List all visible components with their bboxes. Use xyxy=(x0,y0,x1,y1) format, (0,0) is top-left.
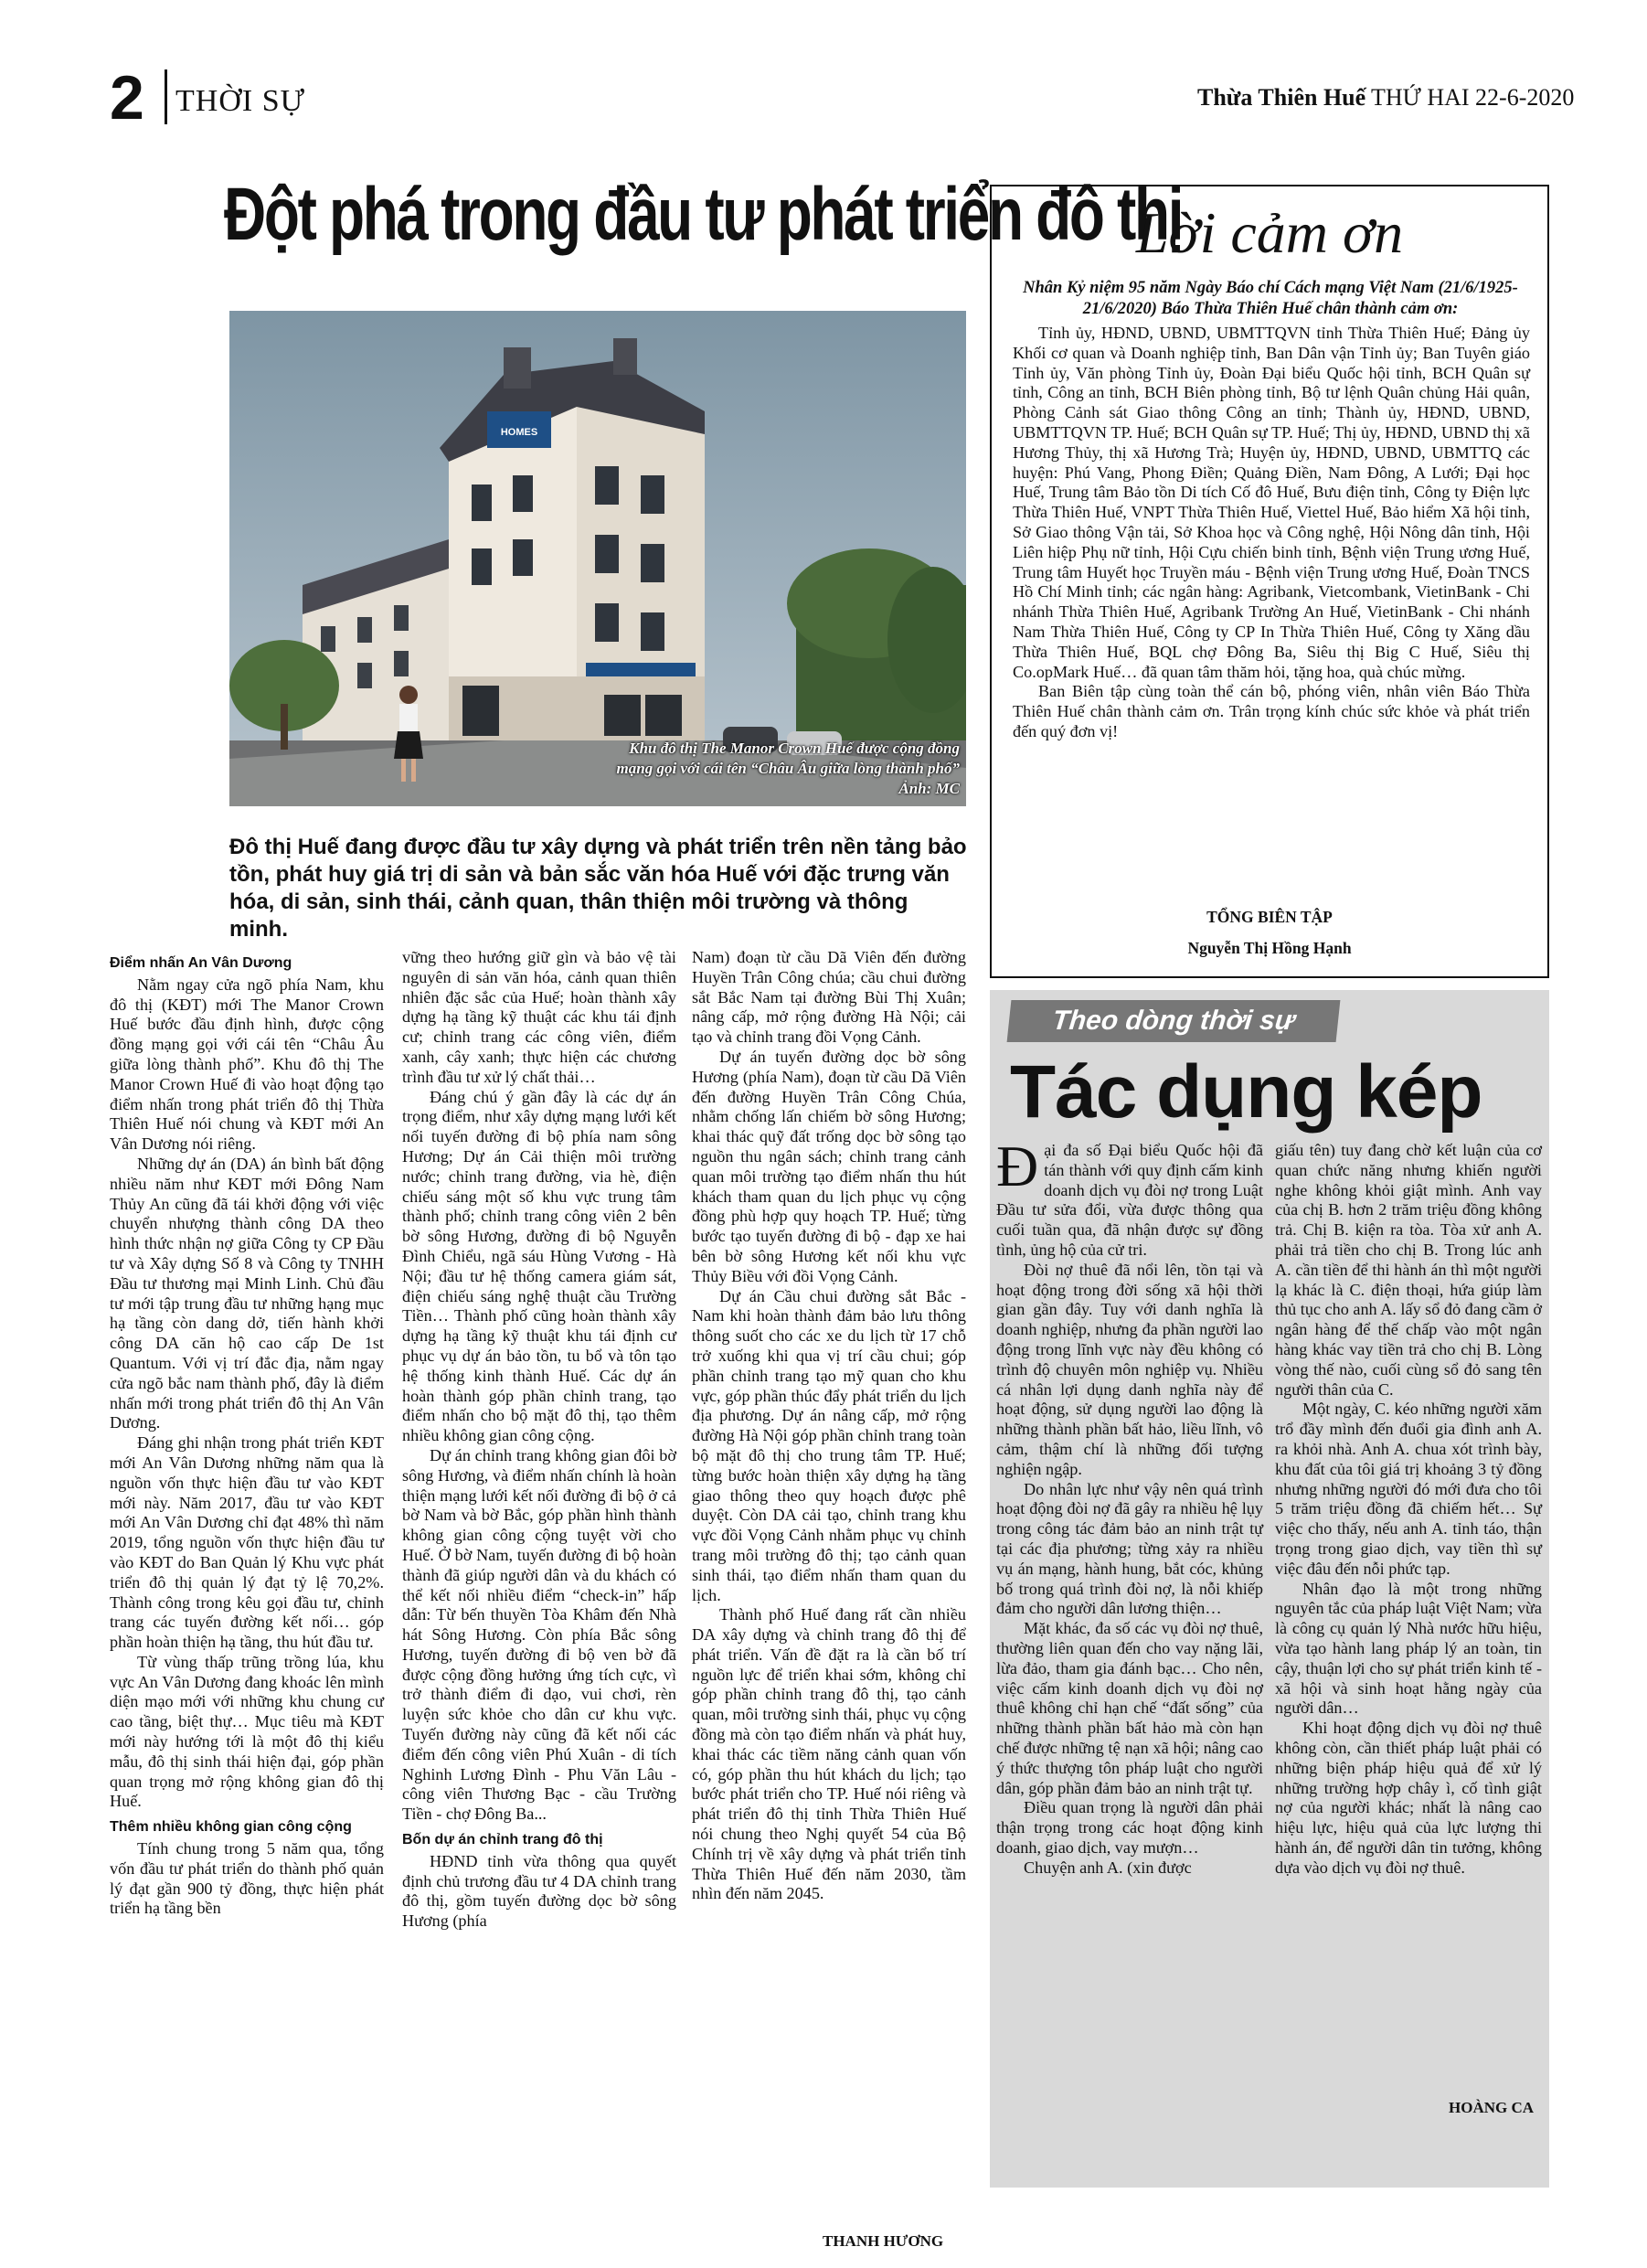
paragraph: Khi hoạt động dịch vụ đòi nợ thuê không còn, cần thiết pháp luật phải có những biện pháp hiệu quả để xử lý những trường hợp chây ì, cố tình giật nợ của người khác; nhất là nâng cao hiệu lực, hiệu quả của lực lượng thi hành án, để người dân tin tưởng, không dựa vào dịch vụ đòi nợ thuê. xyxy=(1275,1719,1542,1877)
paragraph: Nhân đạo là một trong những nguyên tắc của pháp luật Việt Nam; vừa là công cụ quản lý Nhà nước hữu hiệu, vừa tạo hành lang pháp lý an toàn, tin cậy, thuận lợi cho sự phát triển kinh tế - xã hội và sinh hoạt hằng ngày của người dân… xyxy=(1275,1579,1542,1718)
column-title: Tác dụng kép xyxy=(1010,1050,1482,1134)
caption-line-2: mạng gọi với cái tên “Châu Âu giữa lòng thành phố” xyxy=(616,760,960,777)
paragraph: Một ngày, C. kéo những người xăm trổ đầy mình đến đuổi gia đình anh A. ra khỏi nhà. Anh A. chua xót trình bày, khu đất của tôi giá trị khoảng 3 tỷ đồng nhưng những người đó mới đưa cho tôi 5 trăm triệu đồng đã chiếm hết… Sự việc cho thấy, nếu anh A. tỉnh táo, thận trọng trong giao dịch, vay tiền thì sự việc đâu đến nỗi phức tạp. xyxy=(1275,1400,1542,1578)
header-divider xyxy=(165,69,167,124)
opinion-column-right xyxy=(1275,1141,1542,1878)
subheading: Thêm nhiều không gian công cộng xyxy=(110,1819,352,1836)
paragraph: Đòi nợ thuê đã nổi lên, tồn tại và hoạt động trong đời sống xã hội thời gian gần đây. Tuy với danh nghĩa là doanh nghiệp, nhưng đa phần người lao động trong lĩnh vực này đều không có trình độ chuyên môn nghiệp vụ. Nhiều cá nhân lợi dụng danh nghĩa này để hoạt động, sử dụng người lao động là những thành phần bất hảo, liều lĩnh, vô cảm, thậm chí là những đối tượng nghiện ngập. xyxy=(996,1260,1263,1478)
paragraph: Chuyện anh A. (xin được xyxy=(1024,1858,1192,1877)
article-headline: Đột phá trong đầu tư phát triển đô thị xyxy=(224,173,1183,256)
paragraph: giấu tên) tuy đang chờ kết luận của cơ quan chức năng nhưng khiến người nghe không khỏi giật mình. Anh vay của chị B. hơn 2 trăm triệu đồng không trả. Chị B. kiện ra tòa. Tòa xử anh A. phải trả tiền cho chị B. Trong lúc anh A. cần tiền để thi hành án thì một người lạ khác là C. điện thoại, hứa giúp làm thủ tục cho anh A. lấy sổ đỏ đang cầm ở ngân hàng để thế chấp vào một ngân hàng khác vay tiền trả cho chị B. Lòng vòng thế nào, cuối cùng sổ đỏ sang tên người thân của C. xyxy=(1275,1141,1542,1399)
paragraph: Những dự án (DA) án bình bất động nhiều năm như KĐT mới Đông Nam Thủy An cũng đã tái khởi động với việc chuyển nhượng thành công DA theo hình thức nhận nợ giữa Công ty CP Đầu tư và Xây dựng Số 8 và Công ty TNHH Đầu tư thương mại Minh Linh. Chủ đầu tư mới tập trung đầu tư những hạng mục hạ tầng còn dang dở, tiến hành khởi công DA căn hộ cao cấp De 1st Quantum. Với vị trí đắc địa, nằm ngay cửa ngõ bắc nam thành phố, đây là điểm nhấn mới trong phát triển đô thị An Vân Dương. xyxy=(110,1154,384,1432)
paragraph: Điều quan trọng là người dân phải thận trọng trong các hoạt động kinh doanh, giao dịch, vay mượn… xyxy=(996,1798,1263,1857)
paragraph: Dự án Cầu chui đường sắt Bắc - Nam khi hoàn thành đảm bảo lưu thông thông suốt cho các xe du lịch từ 17 chỗ trở xuống khi qua vị trí cầu chui; góp phần chỉnh trang tạo mỹ quan cho khu vực, góp phần thúc đẩy phát triển du lịch địa phương. Dự án nâng cấp, mở rộng đường Hà Nội góp phần chỉnh trang toàn bộ mặt đô thị cho trung tâm TP. Huế; từng bước hoàn thiện xây dựng hạ tầng giao thông theo quy hoạch được phê duyệt. Còn DA cải tạo, chỉnh trang khu vực đồi Vọng Cảnh nhằm phục vụ chỉnh trang môi trường đô thị; tạo cảnh quan sinh thái, tạo điểm nhấn tham quan du lịch. xyxy=(692,1286,966,1604)
paragraph: Tính chung trong 5 năm qua, tổng vốn đầu tư phát triển do thành phố quản lý đạt gần 900 tỷ đồng, thực hiện phát triển hạ tầng bền xyxy=(110,1839,384,1918)
paragraph: Nằm ngay cửa ngõ phía Nam, khu đô thị (KĐT) mới The Manor Crown Huế bước đầu định hình, được cộng đồng mạng gọi với cái tên “Châu Âu giữa lòng thành phố”. Khu đô thị The Manor Crown Huế đi vào hoạt động tạo điểm nhấn trong phát triển đô thị Thừa Thiên Huế nói chung và KĐT mới An Vân Dương nói riêng. xyxy=(110,974,384,1154)
article-photo xyxy=(229,311,966,806)
paragraph: Dự án tuyến đường dọc bờ sông Hương (phía Nam), đoạn từ cầu Dã Viên đến đường Huyền Trân Công Chúa, nhằm chống lấn chiếm bờ sông Hương; khai thác quỹ đất trống dọc bờ sông tạo nguồn thu ngân sách; chỉnh trang cảnh quan môi trường tạo điểm nhấn thu hút khách tham quan du lịch phục vụ cộng đồng phù hợp quy hoạch TP. Huế; từng bước tạo tuyến đường đi bộ - đạp xe hai bên bờ sông Hương kết nối khu vực Thủy Biều với đồi Vọng Cảnh. xyxy=(692,1047,966,1285)
signature-title: TỔNG BIÊN TẬP xyxy=(1206,908,1333,926)
paragraph: Mặt khác, đa số các vụ đòi nợ thuê, thường liên quan đến cho vay nặng lãi, lừa đảo, tham gia đánh bạc… Cho nên, việc cấm kinh doanh dịch vụ đòi nợ thuê không chỉ hạn chế “đất sống” của những thành phần bất hảo mà còn hạn chế được những tệ nạn xã hội; nâng cao ý thức thượng tôn pháp luật cho người dân, góp phần đảm bảo an ninh trật tự. xyxy=(996,1619,1263,1797)
paragraph: Dự án chỉnh trang không gian đôi bờ sông Hương, và điểm nhấn chính là hoàn thiện mạng lưới kết nối đường đi bộ ở cả bờ Nam và bờ Bắc, góp phần hình thành không gian công cộng tuyệt vời cho Huế. Ở bờ Nam, tuyến đường đi bộ hoàn thành đã giúp người dân và du khách có thể kết nối nhiều điểm “check-in” hấp dẫn: Từ bến thuyền Tòa Khâm đến Nhà hát Sông Hương. Còn phía Bắc sông Hương, tuyến đường đi bộ ven bờ đã được cộng đồng hưởng ứng tích cực, vì trở thành điểm đi dạo, vui chơi, rèn luyện sức khỏe cho dân cư khu vực. Tuyến đường này cũng đã kết nối các điểm đến công viên Phú Xuân - di tích Nghinh Lương Đình - Phu Văn Lâu - công viên Thương Bạc - cầu Trường Tiền - chợ Đông Ba... xyxy=(402,1445,676,1824)
opinion-column-left xyxy=(996,1134,1263,1878)
paragraph: Nam) đoạn từ cầu Dã Viên đến đường Huyền Trân Công chúa; cầu chui đường sắt Bắc Nam tại đường Bùi Thị Xuân; nâng cấp, mở rộng đường Hà Nội; cải tạo và chỉnh trang đồi Vọng Cảnh. xyxy=(692,948,966,1047)
thank-you-body xyxy=(1013,324,1530,742)
column-author: HOÀNG CA xyxy=(1449,2099,1535,2116)
article-column-1 xyxy=(110,948,384,1919)
paragraph: Từ vùng thấp trũng trồng lúa, khu vực An Vân Dương đang khoác lên mình diện mạo mới với những khu chung cư cao tầng, biệt thự… Mục tiêu mà KĐT mới này hướng tới là một đô thị kiểu mẫu, đô thị sinh thái hiện đại, góp phần quan trọng mở rộng không gian đô thị Huế. xyxy=(110,1652,384,1811)
paragraph: Do nhân lực như vậy nên quá trình hoạt động đòi nợ đã gây ra nhiều hệ lụy trong công tác đảm bảo an ninh trật tự tại các địa phương; từng xảy ra nhiều vụ án mạng, hành hung, bắt cóc, khủng bố trong quá trình đòi nợ, là nỗi khiếp đảm cho người dân lương thiện… xyxy=(996,1479,1263,1618)
paragraph: Tỉnh ủy, HĐND, UBND, UBMTTQVN tỉnh Thừa Thiên Huế; Đảng ủy Khối cơ quan và Doanh nghiệp tỉnh, Ban Dân vận Tỉnh ủy; Ban Tuyên giáo Tỉnh ủy, Văn phòng Tỉnh ủy, Đoàn Đại biểu Quốc hội tỉnh, BCH Quân sự tỉnh, Công an tỉnh, BCH Biên phòng tỉnh, Bộ tư lệnh Quân chủng Hải quân, Phòng Cảnh sát Giao thông Công an tỉnh; Thành ủy, HĐND, UBND, UBMTTQVN TP. Huế; BCH Quân sự TP. Huế; Thị ủy, HĐND, UBND thị xã Hương Thủy, thị xã Hương Trà; Huyện ủy, HĐND, UBND, UBMTTQ các huyện: Phú Vang, Phong Điền; Quảng Điền, Nam Đông, A Lưới; Đại học Huế, Trung tâm Bảo tồn Di tích Cố đô Huế, Bưu điện tỉnh, Công ty Điện lực Thừa Thiên Huế, VNPT Thừa Thiên Huế, Viettel Huế, Bảo hiểm Xã hội tỉnh, Sở Giao thông Vận tải, Sở Khoa học và Công nghệ, Hội Nông dân tỉnh, Hội Liên hiệp Phụ nữ tỉnh, Hội Cựu chiến binh tỉnh, Bệnh viện Trung ương Huế, Trung tâm Huyết học Truyền máu - Bệnh viện Trung ương Huế, Đoàn TNCS Hồ Chí Minh tỉnh; các ngân hàng: Agribank, Vietcombank, VietinBank - Chi nhánh Thừa Thiên Huế, Agribank Trường An Huế, VietinBank - Chi nhánh Nam Thừa Thiên Huế, Công ty CP In Thừa Thiên Huế, Công ty Xăng dầu Thừa Thiên Huế, BQL chợ Đông Ba, Siêu thị Big C Huế, Siêu thị Co.opMark Huế… đã quan tâm thăm hỏi, tặng hoa, quà chúc mừng. xyxy=(1013,324,1530,681)
article-column-3 xyxy=(692,948,966,1904)
caption-line-1: Khu đô thị The Manor Crown Huế được cộng đồng xyxy=(629,740,960,757)
subheading: Bốn dự án chỉnh trang đô thị xyxy=(402,1832,603,1848)
drop-cap: Đ xyxy=(996,1134,1039,1198)
paragraph: Đáng chú ý gần đây là các dự án trọng điểm, như xây dựng mạng lưới kết nối tuyến đường đi bộ phía nam sông Hương; Dự án Cải thiện môi trường nước; chỉnh trang đường, via hè, điện chiếu sáng một số khu vực trung tâm thành phố; chỉnh trang công viên 2 bên bờ sông Hương, đường đi bộ Nguyễn Đình Chiểu, ngã sáu Hùng Vương - Hà Nội; đầu tư hệ thống camera giám sát, điện chiếu sáng nghệ thuật cầu Trường Tiền… Thành phố cũng hoàn thành xây dựng hạ tầng kỹ thuật khu tái định cư phục vụ dự án bảo tồn, tu bổ và tôn tạo hệ thống kinh thành Huế. Các dự án hoàn thành góp phần chỉnh trang, tạo điểm nhấn cho bộ mặt đô thị, tạo thêm nhiều không gian công cộng. xyxy=(402,1087,676,1445)
paragraph: ại đa số Đại biểu Quốc hội đã tán thành với quy định cấm kinh doanh dịch vụ đòi nợ trong Luật Đầu tư sửa đổi, vừa được thông qua cuối tuần qua, đã nhận được sự đồng tình, ủng hộ của cử tri. xyxy=(996,1141,1263,1259)
thank-you-intro: Nhân Kỷ niệm 95 năm Ngày Báo chí Cách mạng Việt Nam (21/6/1925-21/6/2020) Báo Thừa Thiên Huế chân thành cảm ơn: xyxy=(1023,279,1518,318)
article-author: THANH HƯƠNG xyxy=(823,2232,944,2250)
publication-name: Thừa Thiên Huế xyxy=(1197,84,1366,111)
paragraph: Thành phố Huế đang rất cần nhiều DA xây dựng và chỉnh trang đô thị để phát triển. Vấn đề đặt ra là cần bố trí nguồn lực để triển khai sớm, không chỉ góp phần chỉnh trang đô thị, tạo cảnh quan, môi trường sinh thái, phục vụ cộng đồng mà còn tạo điểm nhấn và phát huy, khai thác các tiềm năng cảnh quan vốn có, góp phần thu hút khách du lịch; tạo bước phát triển cho TP. Huế nói riêng và phát triển đô thị tỉnh Thừa Thiên Huế nói chung theo Nghị quyết 54 của Bộ Chính trị về xây dựng và phát triển tỉnh Thừa Thiên Huế đến năm 2030, tầm nhìn đến năm 2045. xyxy=(692,1605,966,1903)
paragraph: Đáng ghi nhận trong phát triển KĐT mới An Vân Dương những năm qua là nguồn vốn thực hiện đầu tư vào KĐT mới này. Năm 2017, đầu tư vào KĐT mới An Vân Dương chỉ đạt 48% thì năm 2019, tổng nguồn vốn thực hiện đầu tư vào KĐT do Ban Quản lý Khu vực phát triển đô thị quản lý đạt tỷ lệ 70,2%. Thành công trong kêu gọi đầu tư, chỉnh trang các tuyến đường kết nối… góp phần hoàn thiện hạ tầng, thu hút đầu tư. xyxy=(110,1433,384,1652)
article-lead: Đô thị Huế đang được đầu tư xây dựng và phát triển trên nền tảng bảo tồn, phát huy giá trị di sản và bản sắc văn hóa Huế với đặc trưng văn hóa, di sản, sinh thái, cảnh quan, thân thiện môi trường và thông minh. xyxy=(229,835,967,942)
paragraph: vững theo hướng giữ gìn và bảo vệ tài nguyên di sản văn hóa, cảnh quan thiên nhiên đặc sắc của Huế; hoàn thành xây dựng hạ tầng kỹ thuật các khu tái định cư; chỉnh trang các công viên, điểm xanh, cây xanh; thực hiện các chương trình đầu tư xử lý chất thải… xyxy=(402,948,676,1086)
paragraph: HĐND tỉnh vừa thông qua quyết định chủ trương đầu tư 4 DA chỉnh trang đô thị, gồm tuyến đường dọc bờ sông Hương (phía xyxy=(402,1851,676,1931)
building-sign: HOMES xyxy=(500,427,538,438)
thank-you-title: Lời cảm ơn xyxy=(1135,200,1404,265)
paragraph: Ban Biên tập cùng toàn thể cán bộ, phóng viên, nhân viên Báo Thừa Thiên Huế chân thành cảm ơn. Trân trọng kính chúc sức khỏe và phát triển đến quý đơn vị! xyxy=(1013,682,1530,740)
subheading: Điểm nhấn An Vân Dương xyxy=(110,955,292,971)
publication-date: THỨ HAI 22-6-2020 xyxy=(1371,84,1575,111)
column-label: Theo dòng thời sự xyxy=(1007,1000,1341,1042)
thank-you-signature xyxy=(990,901,1549,964)
photo-caption xyxy=(567,739,960,799)
section-name: THỜI SỰ xyxy=(175,84,305,118)
article-column-2 xyxy=(402,948,676,1932)
page-number: 2 xyxy=(110,63,144,133)
signature-name: Nguyễn Thị Hồng Hạnh xyxy=(1187,939,1352,957)
photo-credit: Ảnh: MC xyxy=(898,780,960,797)
